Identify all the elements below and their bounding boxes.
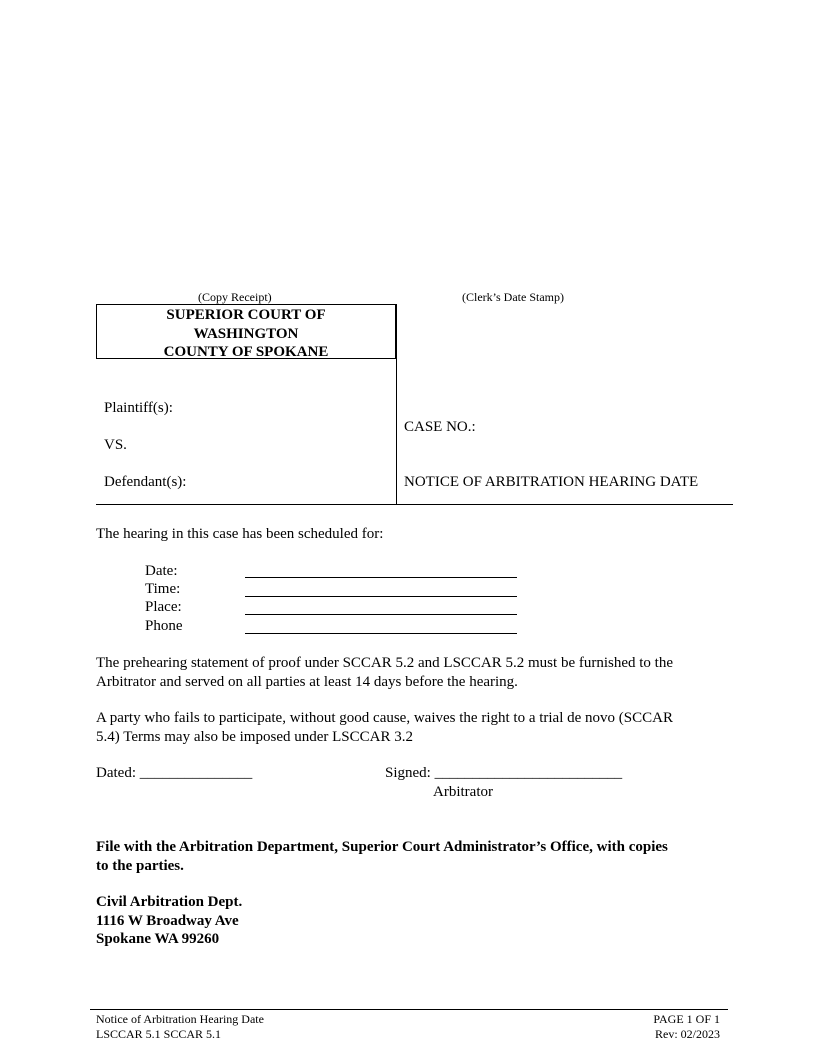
- hearing-phone-label: Phone: [145, 618, 183, 634]
- dated-field[interactable]: Dated: _______________: [96, 765, 253, 781]
- copy-receipt-label: (Copy Receipt): [198, 290, 272, 304]
- plaintiff-label: Plaintiff(s):: [104, 400, 173, 416]
- prehearing-paragraph: [96, 654, 736, 691]
- hearing-date-label: Date:: [145, 563, 178, 579]
- filing-line1: File with the Arbitration Department, Superior Court Administrator’s Office, with copies: [96, 839, 668, 855]
- footer-form-title: Notice of Arbitration Hearing Date: [96, 1012, 264, 1026]
- hearing-place-blank[interactable]: [245, 614, 517, 615]
- party-line2: 5.4) Terms may also be imposed under LSCCAR 3.2: [96, 728, 413, 745]
- address-line2: 1116 W Broadway Ave: [96, 912, 239, 929]
- filing-address: [96, 893, 242, 949]
- hearing-intro: The hearing in this case has been scheduled for:: [96, 526, 384, 542]
- footer-rule: [90, 1009, 728, 1010]
- arbitrator-label: Arbitrator: [433, 784, 493, 800]
- filing-line2: to the parties.: [96, 857, 184, 874]
- hearing-phone-blank[interactable]: [245, 633, 517, 634]
- signed-field[interactable]: Signed: _________________________: [385, 765, 623, 781]
- court-name-line1: SUPERIOR COURT OF: [166, 307, 326, 323]
- document-title: NOTICE OF ARBITRATION HEARING DATE: [404, 474, 699, 490]
- footer-rule-refs: LSCCAR 5.1 SCCAR 5.1: [96, 1027, 222, 1041]
- prehearing-line2: Arbitrator and served on all parties at least 14 days before the hearing.: [96, 673, 518, 690]
- hearing-time-label: Time:: [145, 581, 181, 597]
- address-line1: Civil Arbitration Dept.: [96, 894, 243, 910]
- party-paragraph: [96, 709, 736, 746]
- filing-instructions: [96, 838, 736, 875]
- footer-page-number: PAGE 1 OF 1: [653, 1012, 720, 1026]
- footer-right: [653, 1012, 720, 1042]
- vs-label: VS.: [104, 437, 127, 453]
- clerk-stamp-label: (Clerk’s Date Stamp): [462, 290, 564, 304]
- address-line3: Spokane WA 99260: [96, 931, 220, 947]
- caption-divider: [396, 304, 397, 505]
- party-line1: A party who fails to participate, without good cause, waives the right to a trial de novo (SCCAR: [96, 710, 673, 726]
- footer-left: [96, 1012, 264, 1042]
- footer-revision: Rev: 02/2023: [655, 1027, 720, 1041]
- hearing-place-label: Place:: [145, 599, 182, 615]
- hearing-date-blank[interactable]: [245, 577, 517, 578]
- caption-bottom-rule: [96, 504, 733, 505]
- court-name-line2: WASHINGTON: [193, 325, 299, 342]
- court-name-box: [96, 304, 396, 359]
- hearing-time-blank[interactable]: [245, 596, 517, 597]
- case-no-label: CASE NO.:: [404, 419, 476, 435]
- defendant-label: Defendant(s):: [104, 474, 187, 490]
- court-name-line3: COUNTY OF SPOKANE: [163, 344, 329, 360]
- prehearing-line1: The prehearing statement of proof under SCCAR 5.2 and LSCCAR 5.2 must be furnished to the: [96, 655, 673, 671]
